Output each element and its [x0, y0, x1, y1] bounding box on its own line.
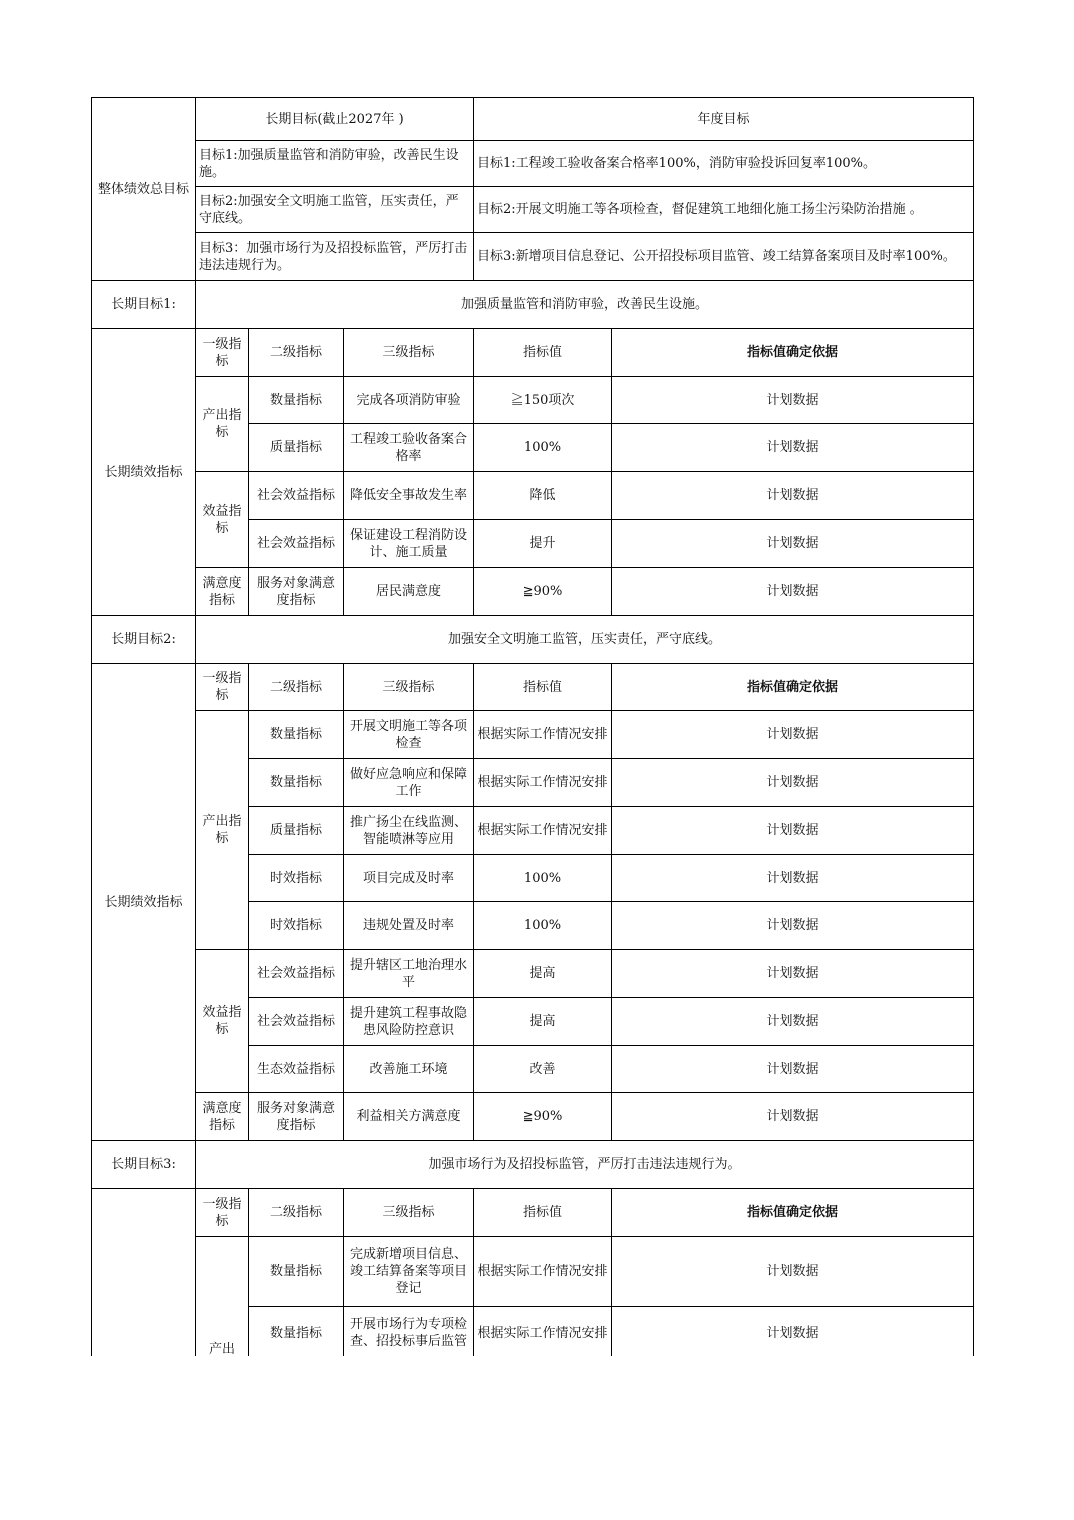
annual-goal-header: 年度目标 [474, 98, 974, 141]
header-level1: 一级指标 [196, 329, 249, 377]
table-row-l3: 项目完成及时率 [344, 855, 474, 902]
table-row-l2: 社会效益指标 [249, 472, 344, 520]
table-row-l3: 保证建设工程消防设计、施工质量 [344, 520, 474, 568]
table-row-l3: 利益相关方满意度 [344, 1093, 474, 1141]
table-row-basis: 计划数据 [612, 807, 974, 855]
table-row-value: 100% [474, 902, 612, 950]
table-row-value: 提高 [474, 998, 612, 1046]
header-level1: 一级指标 [196, 664, 249, 711]
header-value: 指标值 [474, 1189, 612, 1237]
table-row-l2: 质量指标 [249, 424, 344, 472]
table-row-l2: 时效指标 [249, 902, 344, 950]
goal3-label: 长期目标3: [92, 1141, 196, 1189]
table-row-value: 改善 [474, 1046, 612, 1093]
overall-goal-label: 整体绩效总目标 [92, 98, 196, 281]
table-row-l2: 数量指标 [249, 377, 344, 424]
annual-goal-2: 目标2:开展文明施工等各项检查，督促建筑工地细化施工扬尘污染防治措施 。 [474, 187, 974, 233]
table-row-l3: 完成新增项目信息、竣工结算备案等项目登记 [344, 1237, 474, 1307]
goal1-cat-output: 产出指标 [196, 377, 249, 472]
header-value: 指标值 [474, 329, 612, 377]
header-level3: 三级指标 [344, 664, 474, 711]
table-row-value: 根据实际工作情况安排 [474, 807, 612, 855]
long-term-goal-header: 长期目标(截止2027年 ) [196, 98, 474, 141]
table-row-l3: 降低安全事故发生率 [344, 472, 474, 520]
table-row-value: ≧90% [474, 568, 612, 616]
table-row-l3: 做好应急响应和保障工作 [344, 759, 474, 807]
table-row-l2: 服务对象满意度指标 [249, 568, 344, 616]
table-row-l2: 社会效益指标 [249, 998, 344, 1046]
table-row-basis: 计划数据 [612, 520, 974, 568]
goal2-text: 加强安全文明施工监管，压实责任，严守底线。 [196, 616, 974, 664]
table-row-basis: 计划数据 [612, 1237, 974, 1307]
header-basis: 指标值确定依据 [612, 329, 974, 377]
goal1-cat-satisfaction: 满意度指标 [196, 568, 249, 616]
table-row-value: 根据实际工作情况安排 [474, 1237, 612, 1307]
table-row-l2: 社会效益指标 [249, 950, 344, 998]
performance-target-table [91, 97, 974, 1356]
table-row-basis: 计划数据 [612, 855, 974, 902]
goal2-label: 长期目标2: [92, 616, 196, 664]
goal1-text: 加强质量监管和消防审验，改善民生设施。 [196, 281, 974, 329]
table-row-l2: 质量指标 [249, 807, 344, 855]
table-row-value: ≧90% [474, 1093, 612, 1141]
table-row-value: 根据实际工作情况安排 [474, 711, 612, 759]
table-row-l3: 改善施工环境 [344, 1046, 474, 1093]
header-basis: 指标值确定依据 [612, 1189, 974, 1237]
header-level1: 一级指标 [196, 1189, 249, 1237]
header-basis: 指标值确定依据 [612, 664, 974, 711]
table-row-basis: 计划数据 [612, 568, 974, 616]
table-row-l3: 完成各项消防审验 [344, 377, 474, 424]
table-row-value: 根据实际工作情况安排 [474, 1307, 612, 1357]
header-level3: 三级指标 [344, 329, 474, 377]
goal2-cat-output: 产出指标 [196, 711, 249, 950]
goal2-cat-benefit: 效益指标 [196, 950, 249, 1093]
goal1-label: 长期目标1: [92, 281, 196, 329]
table-row-l3: 工程竣工验收备案合格率 [344, 424, 474, 472]
table-row-value: 降低 [474, 472, 612, 520]
goal1-cat-benefit: 效益指标 [196, 472, 249, 568]
table-row-l2: 服务对象满意度指标 [249, 1093, 344, 1141]
table-row-l3: 居民满意度 [344, 568, 474, 616]
goal2-perf-label: 长期绩效指标 [92, 664, 196, 1141]
goal3-cat-output: 产出 [196, 1237, 249, 1357]
table-row-l2: 数量指标 [249, 1307, 344, 1357]
table-row-l2: 社会效益指标 [249, 520, 344, 568]
table-row-basis: 计划数据 [612, 1307, 974, 1357]
table-row-basis: 计划数据 [612, 998, 974, 1046]
table-row-basis: 计划数据 [612, 759, 974, 807]
header-level3: 三级指标 [344, 1189, 474, 1237]
header-level2: 二级指标 [249, 329, 344, 377]
table-row-basis: 计划数据 [612, 902, 974, 950]
goal3-perf-label [92, 1189, 196, 1357]
table-row-basis: 计划数据 [612, 1046, 974, 1093]
table-row-value: 提升 [474, 520, 612, 568]
header-value: 指标值 [474, 664, 612, 711]
header-level2: 二级指标 [249, 1189, 344, 1237]
table-row-l3: 推广扬尘在线监测、智能喷淋等应用 [344, 807, 474, 855]
table-row-basis: 计划数据 [612, 711, 974, 759]
table-row-value: 提高 [474, 950, 612, 998]
performance-target-sheet [91, 97, 974, 1356]
table-row-basis: 计划数据 [612, 1093, 974, 1141]
long-term-goal-1: 目标1:加强质量监管和消防审验，改善民生设施。 [196, 141, 474, 187]
table-row-value: ≧150项次 [474, 377, 612, 424]
table-row-l2: 数量指标 [249, 759, 344, 807]
table-row-basis: 计划数据 [612, 424, 974, 472]
table-row-basis: 计划数据 [612, 950, 974, 998]
table-row-basis: 计划数据 [612, 472, 974, 520]
table-row-l3: 提升建筑工程事故隐患风险防控意识 [344, 998, 474, 1046]
table-row-basis: 计划数据 [612, 377, 974, 424]
goal2-cat-satisfaction: 满意度指标 [196, 1093, 249, 1141]
table-row-l2: 数量指标 [249, 1237, 344, 1307]
annual-goal-1: 目标1:工程竣工验收备案合格率100%，消防审验投诉回复率100%。 [474, 141, 974, 187]
table-row-l3: 开展文明施工等各项检查 [344, 711, 474, 759]
header-level2: 二级指标 [249, 664, 344, 711]
goal1-perf-label: 长期绩效指标 [92, 329, 196, 616]
table-row-l2: 生态效益指标 [249, 1046, 344, 1093]
table-row-value: 根据实际工作情况安排 [474, 759, 612, 807]
long-term-goal-3: 目标3：加强市场行为及招投标监管，严厉打击违法违规行为。 [196, 233, 474, 281]
table-row-value: 100% [474, 424, 612, 472]
table-row-l3: 违规处置及时率 [344, 902, 474, 950]
table-row-value: 100% [474, 855, 612, 902]
table-row-l3: 开展市场行为专项检查、招投标事后监管 [344, 1307, 474, 1357]
table-row-l3: 提升辖区工地治理水平 [344, 950, 474, 998]
annual-goal-3: 目标3:新增项目信息登记、公开招投标项目监管、竣工结算备案项目及时率100%。 [474, 233, 974, 281]
table-row-l2: 时效指标 [249, 855, 344, 902]
long-term-goal-2: 目标2:加强安全文明施工监管，压实责任，严守底线。 [196, 187, 474, 233]
table-row-l2: 数量指标 [249, 711, 344, 759]
goal3-text: 加强市场行为及招投标监管，严厉打击违法违规行为。 [196, 1141, 974, 1189]
